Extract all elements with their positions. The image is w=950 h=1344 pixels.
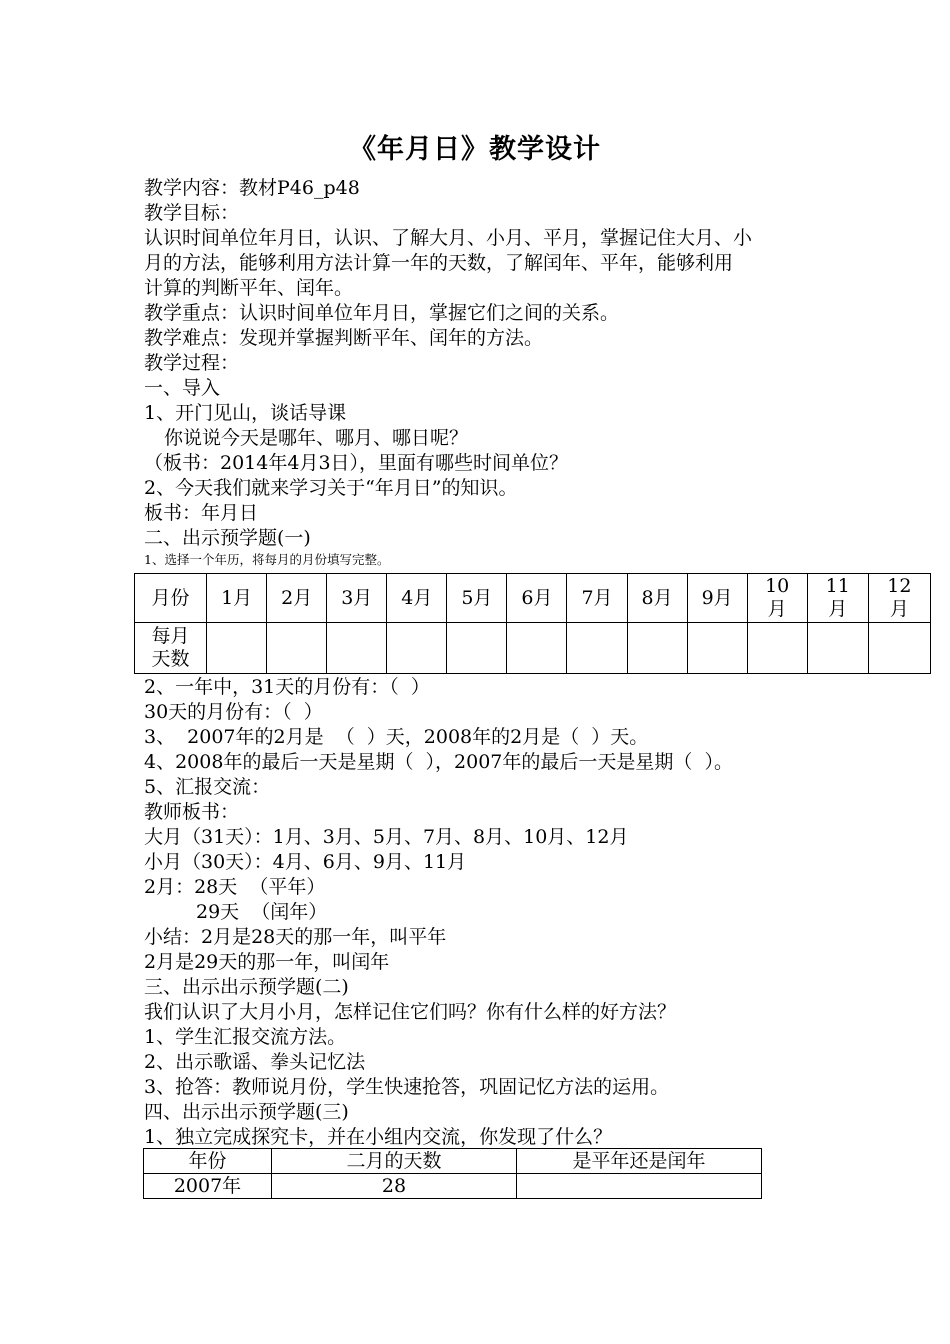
table-instruction: 1、选择一个年历，将每月的月份填写完整。 (144, 552, 390, 567)
table-cell-empty (567, 623, 627, 674)
table-header-cell: 二月的天数 (272, 1149, 517, 1174)
process-line: 1、学生汇报交流方法。 (144, 1026, 347, 1048)
table-header-cell: 8月 (627, 574, 687, 623)
table-row (135, 574, 931, 623)
process-line: 1、独立完成探究卡，并在小组内交流，你发现了什么？ (144, 1126, 613, 1148)
difficulty-line: 教学难点：发现并掌握判断平年、闰年的方法。 (144, 327, 544, 349)
content-line: 教学内容：教材P46_p48 (144, 177, 360, 199)
table-header-cell: 5月 (447, 574, 507, 623)
objective-heading: 教学目标： (144, 202, 240, 224)
table-header-cell: 4月 (387, 574, 447, 623)
table-row-label: 每月 天数 (135, 623, 207, 674)
key-point-line: 教学重点：认识时间单位年月日，掌握它们之间的关系。 (144, 302, 620, 324)
table-cell: 28 (272, 1174, 517, 1199)
process-line: 1、开门见山，谈话导课 (144, 402, 347, 424)
table-header-cell: 9月 (687, 574, 747, 623)
table-cell: 2007年 (144, 1174, 272, 1199)
table-row (144, 1174, 762, 1199)
process-line: 板书：年月日 (144, 502, 259, 524)
objective-line: 认识时间单位年月日，认识、了解大月、小月、平月，掌握记住大月、小 (144, 227, 753, 249)
leap-year-table (143, 1148, 762, 1199)
table-header-cell: 10 月 (747, 574, 807, 623)
table-cell (517, 1174, 762, 1199)
table-header-cell: 1月 (207, 574, 267, 623)
table-cell-empty (627, 623, 687, 674)
process-line: 5、汇报交流： (144, 776, 271, 798)
objective-line: 计算的判断平年、闰年。 (144, 277, 354, 299)
table-header-cell: 是平年还是闰年 (517, 1149, 762, 1174)
table-header-cell: 2月 (267, 574, 327, 623)
lesson-process (144, 675, 824, 1150)
document-title: 《年月日》教学设计 (349, 134, 601, 165)
board-line: 2月：28天 （平年） (144, 876, 326, 898)
table-header-cell: 3月 (327, 574, 387, 623)
table-cell-empty (687, 623, 747, 674)
process-line: 3、抢答：教师说月份，学生快速抢答，巩固记忆方法的运用。 (144, 1076, 670, 1098)
summary-line: 小结：2月是28天的那一年，叫平年 (144, 926, 447, 948)
table-cell-empty (747, 623, 807, 674)
lesson-intro (144, 176, 824, 568)
question-line: 30天的月份有：（ ） (144, 701, 323, 723)
process-line: （板书：2014年4月3日），里面有哪些时间单位？ (144, 452, 569, 474)
board-line: 小月（30天）：4月、6月、9月、11月 (144, 851, 467, 873)
section-heading: 一、导入 (144, 377, 221, 399)
process-heading: 教学过程： (144, 352, 240, 374)
question-line: 4、2008年的最后一天是星期（ ），2007年的最后一天是星期（ ）。 (144, 751, 733, 773)
table-header-cell: 11 月 (807, 574, 868, 623)
process-line: 2、今天我们就来学习关于“年月日”的知识。 (144, 477, 518, 499)
table-header-cell: 7月 (567, 574, 627, 623)
table-cell-empty (327, 623, 387, 674)
table-header-cell: 12 月 (868, 574, 930, 623)
process-line: 教师板书： (144, 801, 240, 823)
table-cell-empty (207, 623, 267, 674)
board-line: 大月（31天）：1月、3月、5月、7月、8月、10月、12月 (144, 826, 629, 848)
question-line: 3、 2007年的2月是 （ ）天，2008年的2月是（ ）天。 (144, 726, 649, 748)
objective-line: 月的方法，能够利用方法计算一年的天数，了解闰年、平年，能够利用 (144, 252, 734, 274)
months-table (134, 573, 931, 674)
board-line: 29天 （闰年） (196, 901, 328, 923)
summary-line: 2月是29天的那一年，叫闰年 (144, 951, 390, 973)
question-line: 2、一年中，31天的月份有：（ ） (144, 676, 430, 698)
table-header-cell: 6月 (507, 574, 567, 623)
process-line: 2、出示歌谣、拳头记忆法 (144, 1051, 366, 1073)
section-heading: 三、出示出示预学题(二) (144, 976, 349, 998)
table-cell-empty (387, 623, 447, 674)
table-row (135, 623, 931, 674)
section-heading: 二、出示预学题(一) (144, 527, 311, 549)
section-heading: 四、出示出示预学题(三) (144, 1101, 349, 1123)
table-header-cell: 月份 (135, 574, 207, 623)
table-cell-empty (807, 623, 868, 674)
table-cell-empty (447, 623, 507, 674)
table-header-cell: 年份 (144, 1149, 272, 1174)
process-line: 我们认识了大月小月，怎样记住它们吗？你有什么样的好方法？ (144, 1001, 677, 1023)
table-cell-empty (507, 623, 567, 674)
process-line: 你说说今天是哪年、哪月、哪日呢？ (164, 427, 469, 449)
table-cell-empty (868, 623, 930, 674)
table-cell-empty (267, 623, 327, 674)
table-row (144, 1149, 762, 1174)
